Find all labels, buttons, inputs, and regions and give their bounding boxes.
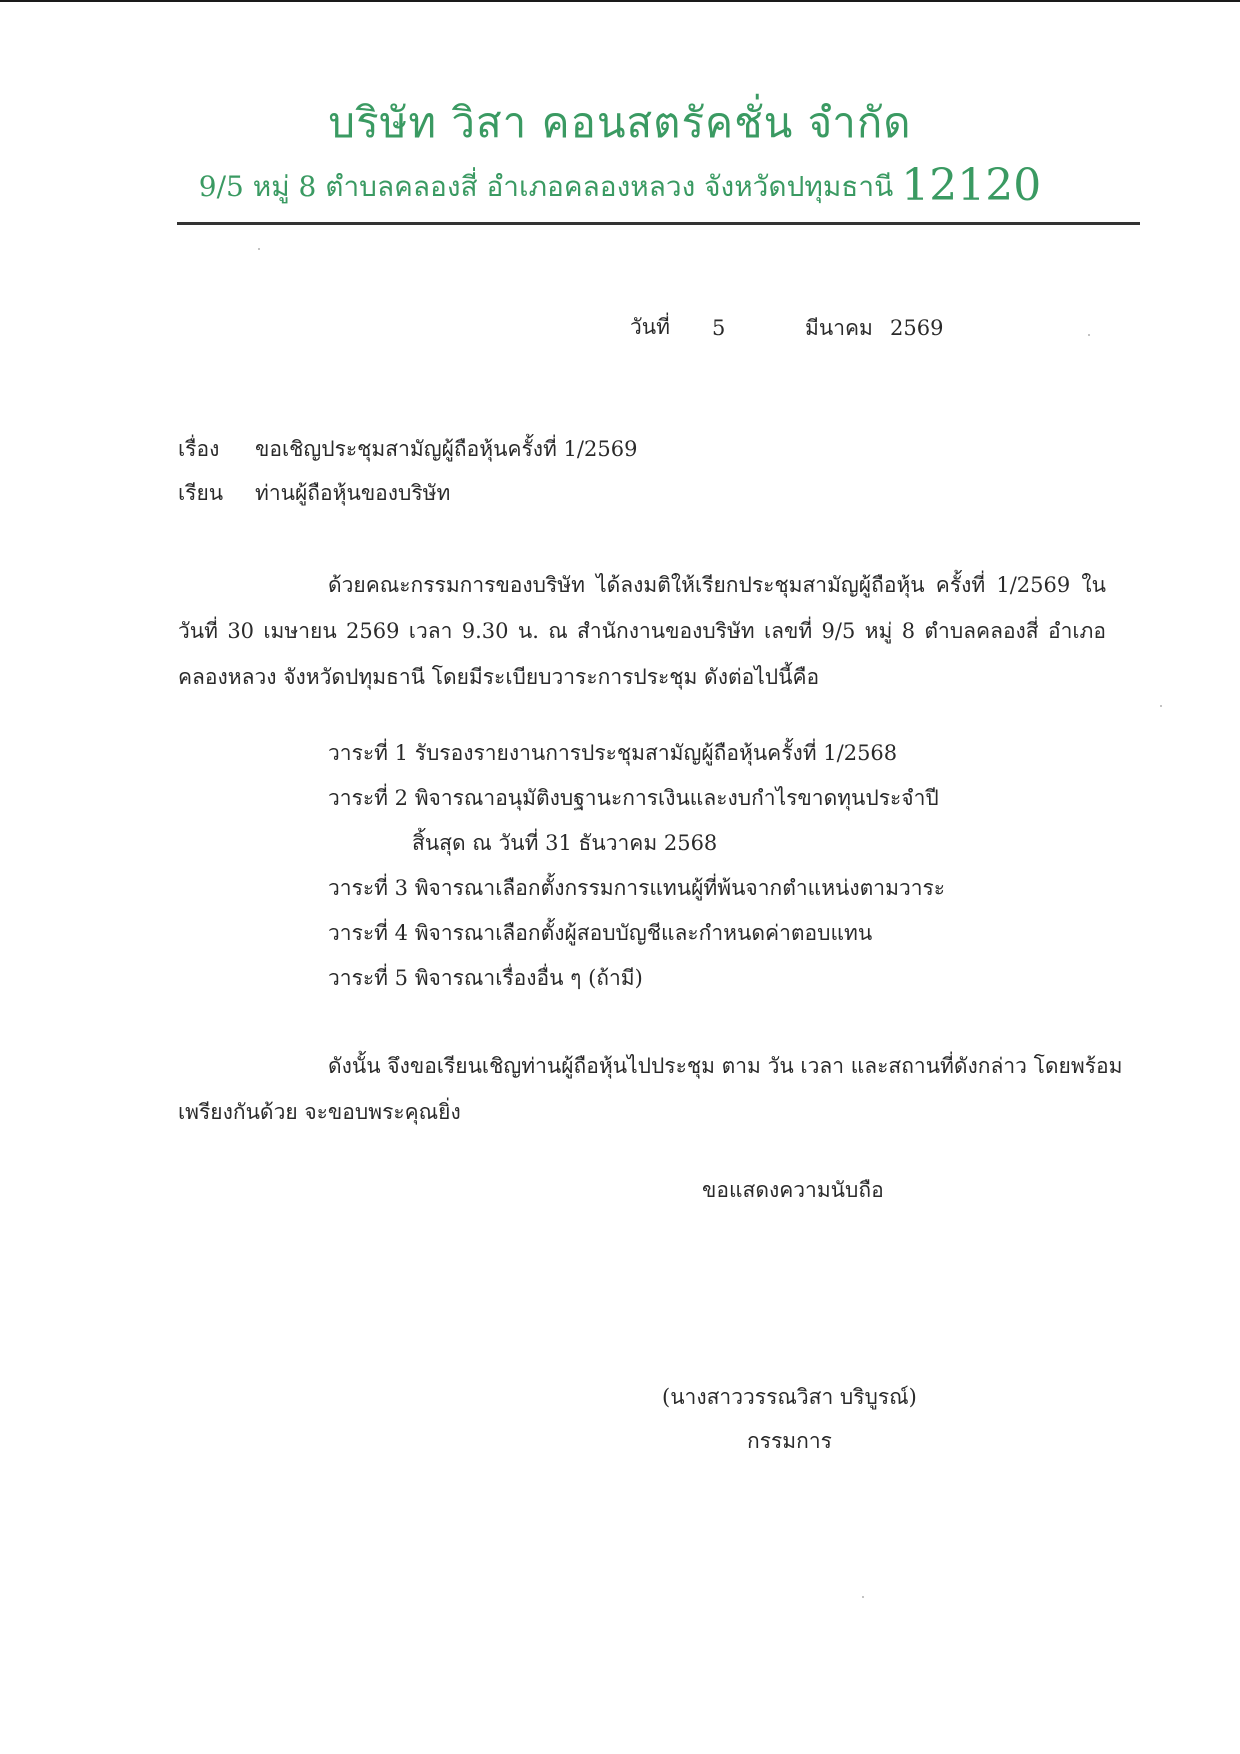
scan-speck — [258, 248, 260, 250]
agenda-item-4: วาระที่ 4 พิจารณาเลือกตั้งผู้สอบบัญชีและกำหนดค่าตอบแทน — [328, 921, 873, 945]
date-label: วันที่ — [630, 315, 670, 339]
agenda-item-5: วาระที่ 5 พิจารณาเรื่องอื่น ๆ (ถ้ามี) — [328, 966, 643, 990]
scan-speck — [1088, 334, 1090, 336]
letterhead-divider — [177, 222, 1140, 225]
agenda-item-1: วาระที่ 1 รับรองรายงานการประชุมสามัญผู้ถือหุ้นครั้งที่ 1/2568 — [328, 741, 898, 765]
body-paragraph-invitation: ดังนั้น จึงขอเรียนเชิญท่านผู้ถือหุ้นไปประชุม ตาม วัน เวลา และสถานที่ดังกล่าว โดยพร้อม เพรียงกันด้วย จะขอบพระคุณยิ่ง — [178, 1054, 1123, 1124]
scan-speck — [862, 1596, 864, 1598]
agenda-item-3: วาระที่ 3 พิจารณาเลือกตั้งกรรมการแทนผู้ที่พ้นจากตำแหน่งตามวาระ — [328, 876, 946, 900]
subject-label: เรื่อง — [178, 437, 220, 461]
recipient-text: ท่านผู้ถือหุ้นของบริษัท — [255, 481, 451, 505]
recipient-label: เรียน — [178, 481, 224, 505]
date-year: 2569 — [890, 316, 944, 340]
body-paragraph-intro: ด้วยคณะกรรมการของบริษัท ได้ลงมติให้เรียกประชุมสามัญผู้ถือหุ้น ครั้งที่ 1/2569 ใน วันที่ 30 เมษายน 2569 เวลา 9.30 น. ณ สำนักงานของบริษัท เลขที่ 9/5 หมู่ 8 ตำบลคลองสี่ อำเภอคลองหลวง จังหวัดปทุมธานี โดยมีระเบียบวาระการประชุม ดังต่อไปนี้คือ — [178, 573, 1106, 689]
postal-code: 12120 — [901, 160, 1042, 211]
company-address-line — [0, 160, 1240, 211]
signer-name: (นางสาววรรณวิสา บริบูรณ์) — [662, 1385, 917, 1409]
signer-title: กรรมการ — [747, 1429, 832, 1453]
closing-salutation: ขอแสดงความนับถือ — [702, 1178, 884, 1202]
page-top-edge — [0, 0, 1240, 2]
scan-speck — [1160, 705, 1162, 707]
date-month: มีนาคม — [805, 316, 873, 340]
company-name: บริษัท วิสา คอนสตรัคชั่น จำกัด — [328, 98, 912, 147]
subject-text: ขอเชิญประชุมสามัญผู้ถือหุ้นครั้งที่ 1/2569 — [255, 437, 638, 461]
agenda-item-2: วาระที่ 2 พิจารณาอนุมัติงบฐานะการเงินและงบกำไรขาดทุนประจำปี — [328, 786, 939, 810]
company-address: 9/5 หมู่ 8 ตำบลคลองสี่ อำเภอคลองหลวง จังหวัดปทุมธานี — [198, 170, 894, 203]
agenda-item-2-continuation: สิ้นสุด ณ วันที่ 31 ธันวาคม 2568 — [412, 831, 718, 855]
date-day: 5 — [712, 316, 726, 340]
